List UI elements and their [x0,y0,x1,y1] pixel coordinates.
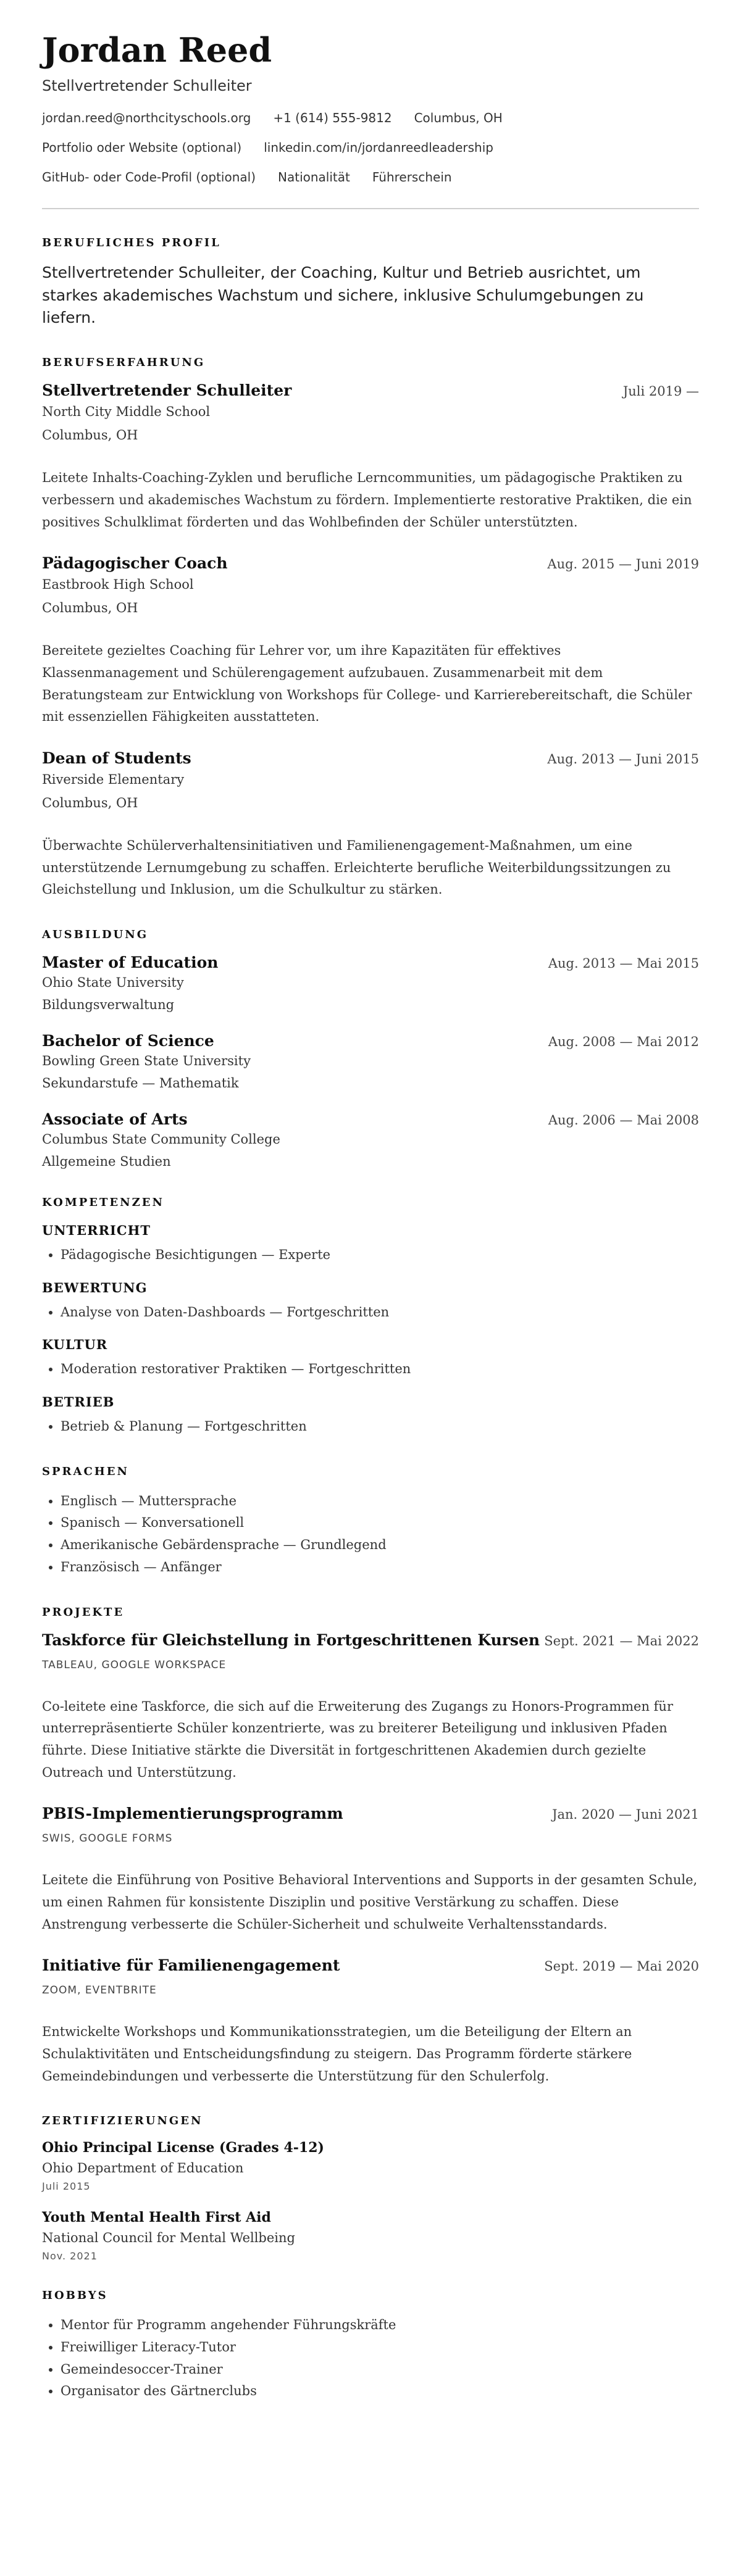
project-description: Leitete die Einführung von Positive Behavioral Interventions and Supports in der gesamten Schule, um einen Rahmen für konsistente Disziplin und positive Verstärkung zu schaffen. Diese Anstrengung verbesserte die Schüler-Sicherheit und schulweite Verhaltensstandards. [42,1872,698,1932]
experience-item [42,381,699,533]
candidate-headline: Stellvertretender Schulleiter [42,77,252,95]
section-title-hobbies: HOBBYS [42,2289,108,2303]
job-description: Bereitete gezieltes Coaching für Lehrer vor, um ihre Kapazitäten für effektives Klassenmanagement und Schülerengagement aufzubauen. Zusammenarbeit mit dem Beratungsteam zur Entwicklung von Workshops für College- und Karrierebereitschaft, die Schüler mit essenziellen Fähigkeiten ausstatteten. [42,643,692,725]
cert-name: Ohio Principal License (Grades 4-12) [42,2140,324,2156]
project-tech: TABLEAU, GOOGLE WORKSPACE [42,1658,227,1671]
degree-title: Bachelor of Science [42,1032,214,1050]
cert-issuer: Ohio Department of Education [42,2161,244,2176]
section-title-languages: SPRACHEN [42,1465,129,1478]
study-field: Allgemeine Studien [42,1154,171,1170]
study-field: Bildungsverwaltung [42,997,175,1013]
hobbies-list [42,2314,699,2403]
project-date: Sept. 2019 — Mai 2020 [544,1959,699,1974]
job-description: Überwachte Schülerverhaltensinitiativen und Familienengagement-Maßnahmen, um eine unterstützende Lernumgebung zu schaffen. Erleichterte berufliche Weiterbildungssitzungen zu Gleichstellung und Inklusion, um die Schulkultur zu stärken. [42,837,671,897]
education-item [42,954,699,1012]
skill-item: • Moderation restorativer Praktiken — Fortgeschritten [61,1358,699,1381]
experience-item [42,554,699,728]
project-name: Taskforce für Gleichstellung in Fortgeschrittenen Kursen [42,1631,540,1649]
education-item [42,1110,699,1169]
job-title: Pädagogischer Coach [42,554,228,573]
cert-name: Youth Mental Health First Aid [42,2209,271,2226]
experience-item [42,749,699,901]
section-title-experience: BERUFSERFAHRUNG [42,356,206,370]
section-title-education: AUSBILDUNG [42,928,149,942]
contact-row-3 [42,170,699,185]
skills-list [42,1223,699,1438]
project-description: Entwickelte Workshops und Kommunikationsstrategien, um die Beteiligung der Eltern an Schulaktivitäten und Entscheidungsfindung zu steigern. Das Programm förderte stärkere Gemeindebindungen und verbesserte die Unterstützung für den Schulerfolg. [42,2024,632,2084]
certification-item [42,2209,699,2262]
job-date: Aug. 2015 — Juni 2019 [547,557,699,572]
job-description: Leitete Inhalts-Coaching-Zyklen und berufliche Lerncommunities, um pädagogische Praktiken zu verbessern und akademisches Wachstum zu fördern. Implementierte restorative Praktiken, die ein positives Schulklimat förderten und das Wohlbefinden der Schüler unterstützten. [42,470,692,530]
skill-item: • Analyse von Daten-Dashboards — Fortgeschritten [61,1302,699,1324]
education-list [42,954,699,1169]
education-item [42,1032,699,1091]
school-name: Ohio State University [42,975,184,991]
certification-item [42,2140,699,2192]
degree-title: Master of Education [42,954,219,972]
language-item: • Englisch — Muttersprache [61,1490,699,1513]
hobby-item: • Gemeindesoccer-Trainer [61,2359,699,2381]
project-name: PBIS-Implementierungsprogramm [42,1805,343,1823]
job-org: Riverside Elementary [42,771,185,787]
languages-list [42,1490,699,1579]
degree-date: Aug. 2013 — Mai 2015 [548,956,699,971]
school-name: Bowling Green State University [42,1053,251,1069]
location-text: Columbus, OH [414,110,503,126]
degree-date: Aug. 2008 — Mai 2012 [548,1034,699,1050]
project-item [42,1805,699,1935]
skill-category-title: KULTUR [42,1337,108,1353]
header-divider [42,208,699,209]
candidate-name: Jordan Reed [42,30,272,70]
job-title: Dean of Students [42,749,191,767]
profile-text: Stellvertretender Schulleiter, der Coaching, Kultur und Betrieb ausrichtet, um starkes akademisches Wachstum und sichere, inklusive Schulumgebungen zu liefern. [42,264,644,326]
job-location: Columbus, OH [42,428,138,443]
skill-category-title: BETRIEB [42,1394,115,1410]
project-item [42,1956,699,2087]
degree-title: Associate of Arts [42,1110,188,1129]
skill-item: • Betrieb & Planung — Fortgeschritten [61,1416,699,1438]
phone-link[interactable]: +1 (614) 555-9812 [273,110,392,126]
cert-date: Juli 2015 [42,2180,91,2193]
section-title-skills: KOMPETENZEN [42,1196,164,1210]
job-location: Columbus, OH [42,600,138,616]
section-title-projects: PROJEKTE [42,1605,125,1619]
project-name: Initiative für Familienengagement [42,1956,340,1975]
section-title-profile: BERUFLICHES PROFIL [42,236,221,250]
contact-row-2 [42,140,699,155]
school-name: Columbus State Community College [42,1132,280,1147]
certifications-list [42,2140,699,2262]
hobby-item: • Freiwilliger Literacy-Tutor [61,2337,699,2359]
job-title: Stellvertretender Schulleiter [42,381,292,400]
nationality-text: Nationalität [278,170,350,185]
project-date: Jan. 2020 — Juni 2021 [552,1807,699,1822]
job-date: Aug. 2013 — Juni 2015 [547,751,699,767]
job-org: North City Middle School [42,404,211,420]
hobby-item: • Organisator des Gärtnerclubs [61,2380,699,2403]
project-description: Co-leitete eine Taskforce, die sich auf die Erweiterung des Zugangs zu Honors-Programmen für unterrepräsentierte Schüler konzentrierte, was zu breiterer Beteiligung und inklusiven Pfaden führte. Diese Initiative stärkte die Diversität in fortgeschrittenen Akademien durch gezielte Outreach und Unterstützung. [42,1698,673,1780]
cert-date: Nov. 2021 [42,2250,98,2262]
experience-list [42,381,699,901]
project-item [42,1631,699,1784]
skill-item: • Pädagogische Besichtigungen — Experte [61,1244,699,1266]
github-link[interactable]: GitHub- oder Code-Profil (optional) [42,170,256,185]
language-item: • Spanisch — Konversationell [61,1512,699,1534]
job-date: Juli 2019 — [622,384,699,399]
email-link[interactable]: jordan.reed@northcityschools.org [42,110,251,126]
cert-issuer: National Council for Mental Wellbeing [42,2230,295,2246]
job-location: Columbus, OH [42,795,138,810]
section-title-certifications: ZERTIFIZIERUNGEN [42,2114,203,2128]
study-field: Sekundarstufe — Mathematik [42,1076,239,1091]
skill-category-title: BEWERTUNG [42,1279,148,1295]
linkedin-link[interactable]: linkedin.com/in/jordanreedleadership [264,140,493,156]
portfolio-link[interactable]: Portfolio oder Website (optional) [42,140,242,156]
job-org: Eastbrook High School [42,577,194,592]
license-text: Führerschein [372,170,452,185]
project-date: Sept. 2021 — Mai 2022 [544,1633,699,1648]
language-item: • Amerikanische Gebärdensprache — Grundlegend [61,1534,699,1556]
project-tech: ZOOM, EVENTBRITE [42,1984,157,1997]
skill-category-title: UNTERRICHT [42,1223,151,1239]
projects-list [42,1631,699,2088]
contact-row-1 [42,110,699,125]
language-item: • Französisch — Anfänger [61,1556,699,1579]
project-tech: SWIS, GOOGLE FORMS [42,1832,173,1845]
degree-date: Aug. 2006 — Mai 2008 [548,1113,699,1128]
hobby-item: • Mentor für Programm angehender Führungskräfte [61,2314,699,2337]
